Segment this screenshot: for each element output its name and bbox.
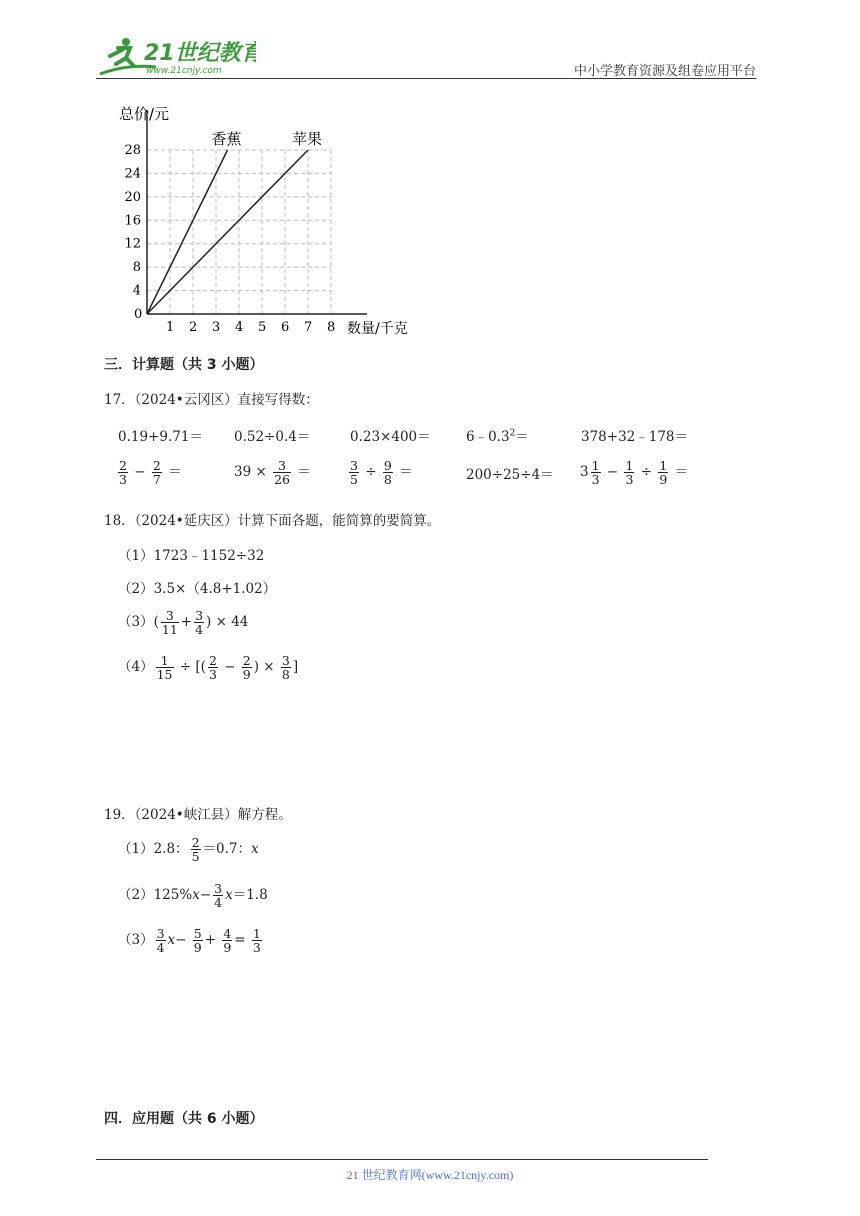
logo-text: 21世纪教育 — [144, 41, 256, 66]
x-tick-label: 7 — [304, 320, 313, 335]
q19-title: 19．（2024•峡江县）解方程。 — [104, 807, 292, 823]
q17-item-6: $\frac{2}{3}$ − $\frac{2}{7}$ ＝ — [119, 458, 182, 488]
series-label-2: 苹果 — [292, 130, 323, 148]
q17-item-7: 39 × $\frac{3}{26}$ ＝ — [234, 458, 311, 488]
x-tick-label: 1 — [166, 320, 175, 335]
logo-url: www.21cnjy.com — [146, 66, 222, 76]
x-tick-label: 6 — [281, 320, 290, 335]
q18-sub-1: （1）1723﹣1152÷32 — [118, 548, 265, 564]
x-tick-label: 5 — [258, 320, 267, 335]
q19-sub-1: （1）2.8： $\frac{2}{5}$ ＝0.7：x — [118, 835, 259, 865]
q17-title: 17．（2024•云冈区）直接写得数： — [104, 392, 319, 408]
x-axis-label: 数量/千克 — [347, 321, 408, 337]
footer-divider — [96, 1159, 708, 1160]
q18-sub-3: （3）( $\frac{3}{11}$ + $\frac{3}{4}$ ) × 44 — [118, 608, 249, 638]
footer-text: 21 世纪教育网(www.21cnjy.com) — [346, 1168, 514, 1182]
x-tick-label: 3 — [212, 320, 221, 335]
y-tick-label: 24 — [124, 166, 141, 182]
x-tick-label: 8 — [327, 320, 336, 335]
q18-sub-2: （2）3.5×（4.8+1.02） — [118, 581, 277, 597]
q17-item-10: 3 $\frac{1}{3}$ − $\frac{1}{3}$ ÷ $\frac{1}{9}$ ＝ — [580, 458, 689, 488]
y-tick-label: 4 — [132, 283, 141, 299]
y-tick-label: 12 — [124, 236, 141, 252]
y-tick-label: 20 — [124, 189, 141, 205]
q17-item-2: 0.52÷0.4＝ — [234, 429, 311, 445]
y-axis-label: 总价/元 — [119, 105, 170, 123]
section-title-3: 三．计算题（共 3 小题） — [104, 357, 264, 373]
section-title-4: 四．应用题（共 6 小题） — [104, 1111, 264, 1127]
header-divider — [96, 78, 756, 79]
x-tick-label: 4 — [235, 320, 244, 335]
header-platform-text: 中小学教育资源及组卷应用平台 — [573, 64, 756, 79]
y-tick-label: 8 — [132, 260, 141, 276]
q17-item-5: 378+32﹣178＝ — [581, 429, 689, 445]
site-logo — [96, 34, 256, 78]
q17-item-4: $6﹣0.3^2=$ — [466, 428, 529, 445]
series-line-2 — [147, 150, 308, 314]
q18-sub-4: （4） $\frac{1}{15}$ ÷ [( $\frac{2}{3}$ − $\frac{2}{9}$ ) × $\frac{3}{8}$ ] — [118, 653, 299, 683]
q17-item-3: 0.23×400＝ — [350, 429, 431, 445]
origin-label: 0 — [134, 307, 143, 322]
q17-item-8: $\frac{3}{5}$ ÷ $\frac{9}{8}$ ＝ — [350, 458, 413, 488]
q17-item-9: 200÷25÷4＝ — [466, 467, 554, 483]
chart-grid — [147, 150, 331, 314]
q17-item-1: 0.19+9.71＝ — [118, 429, 203, 445]
y-tick-label: 16 — [124, 213, 141, 229]
series-label-1: 香蕉 — [211, 130, 242, 148]
x-tick-label: 2 — [189, 320, 198, 335]
q19-sub-2: （2）125%x− $\frac{3}{4}$ x＝1.8 — [118, 881, 268, 911]
q18-title: 18．（2024•延庆区）计算下面各题，能简算的要简算。 — [104, 513, 441, 529]
q19-sub-3: （3） $\frac{3}{4}$ x− $\frac{5}{9}$ + $\frac{4}{9}$ = $\frac{1}{3}$ — [118, 926, 261, 956]
price-quantity-chart — [112, 98, 432, 342]
series-line-1 — [147, 150, 228, 314]
y-tick-label: 28 — [124, 143, 141, 158]
